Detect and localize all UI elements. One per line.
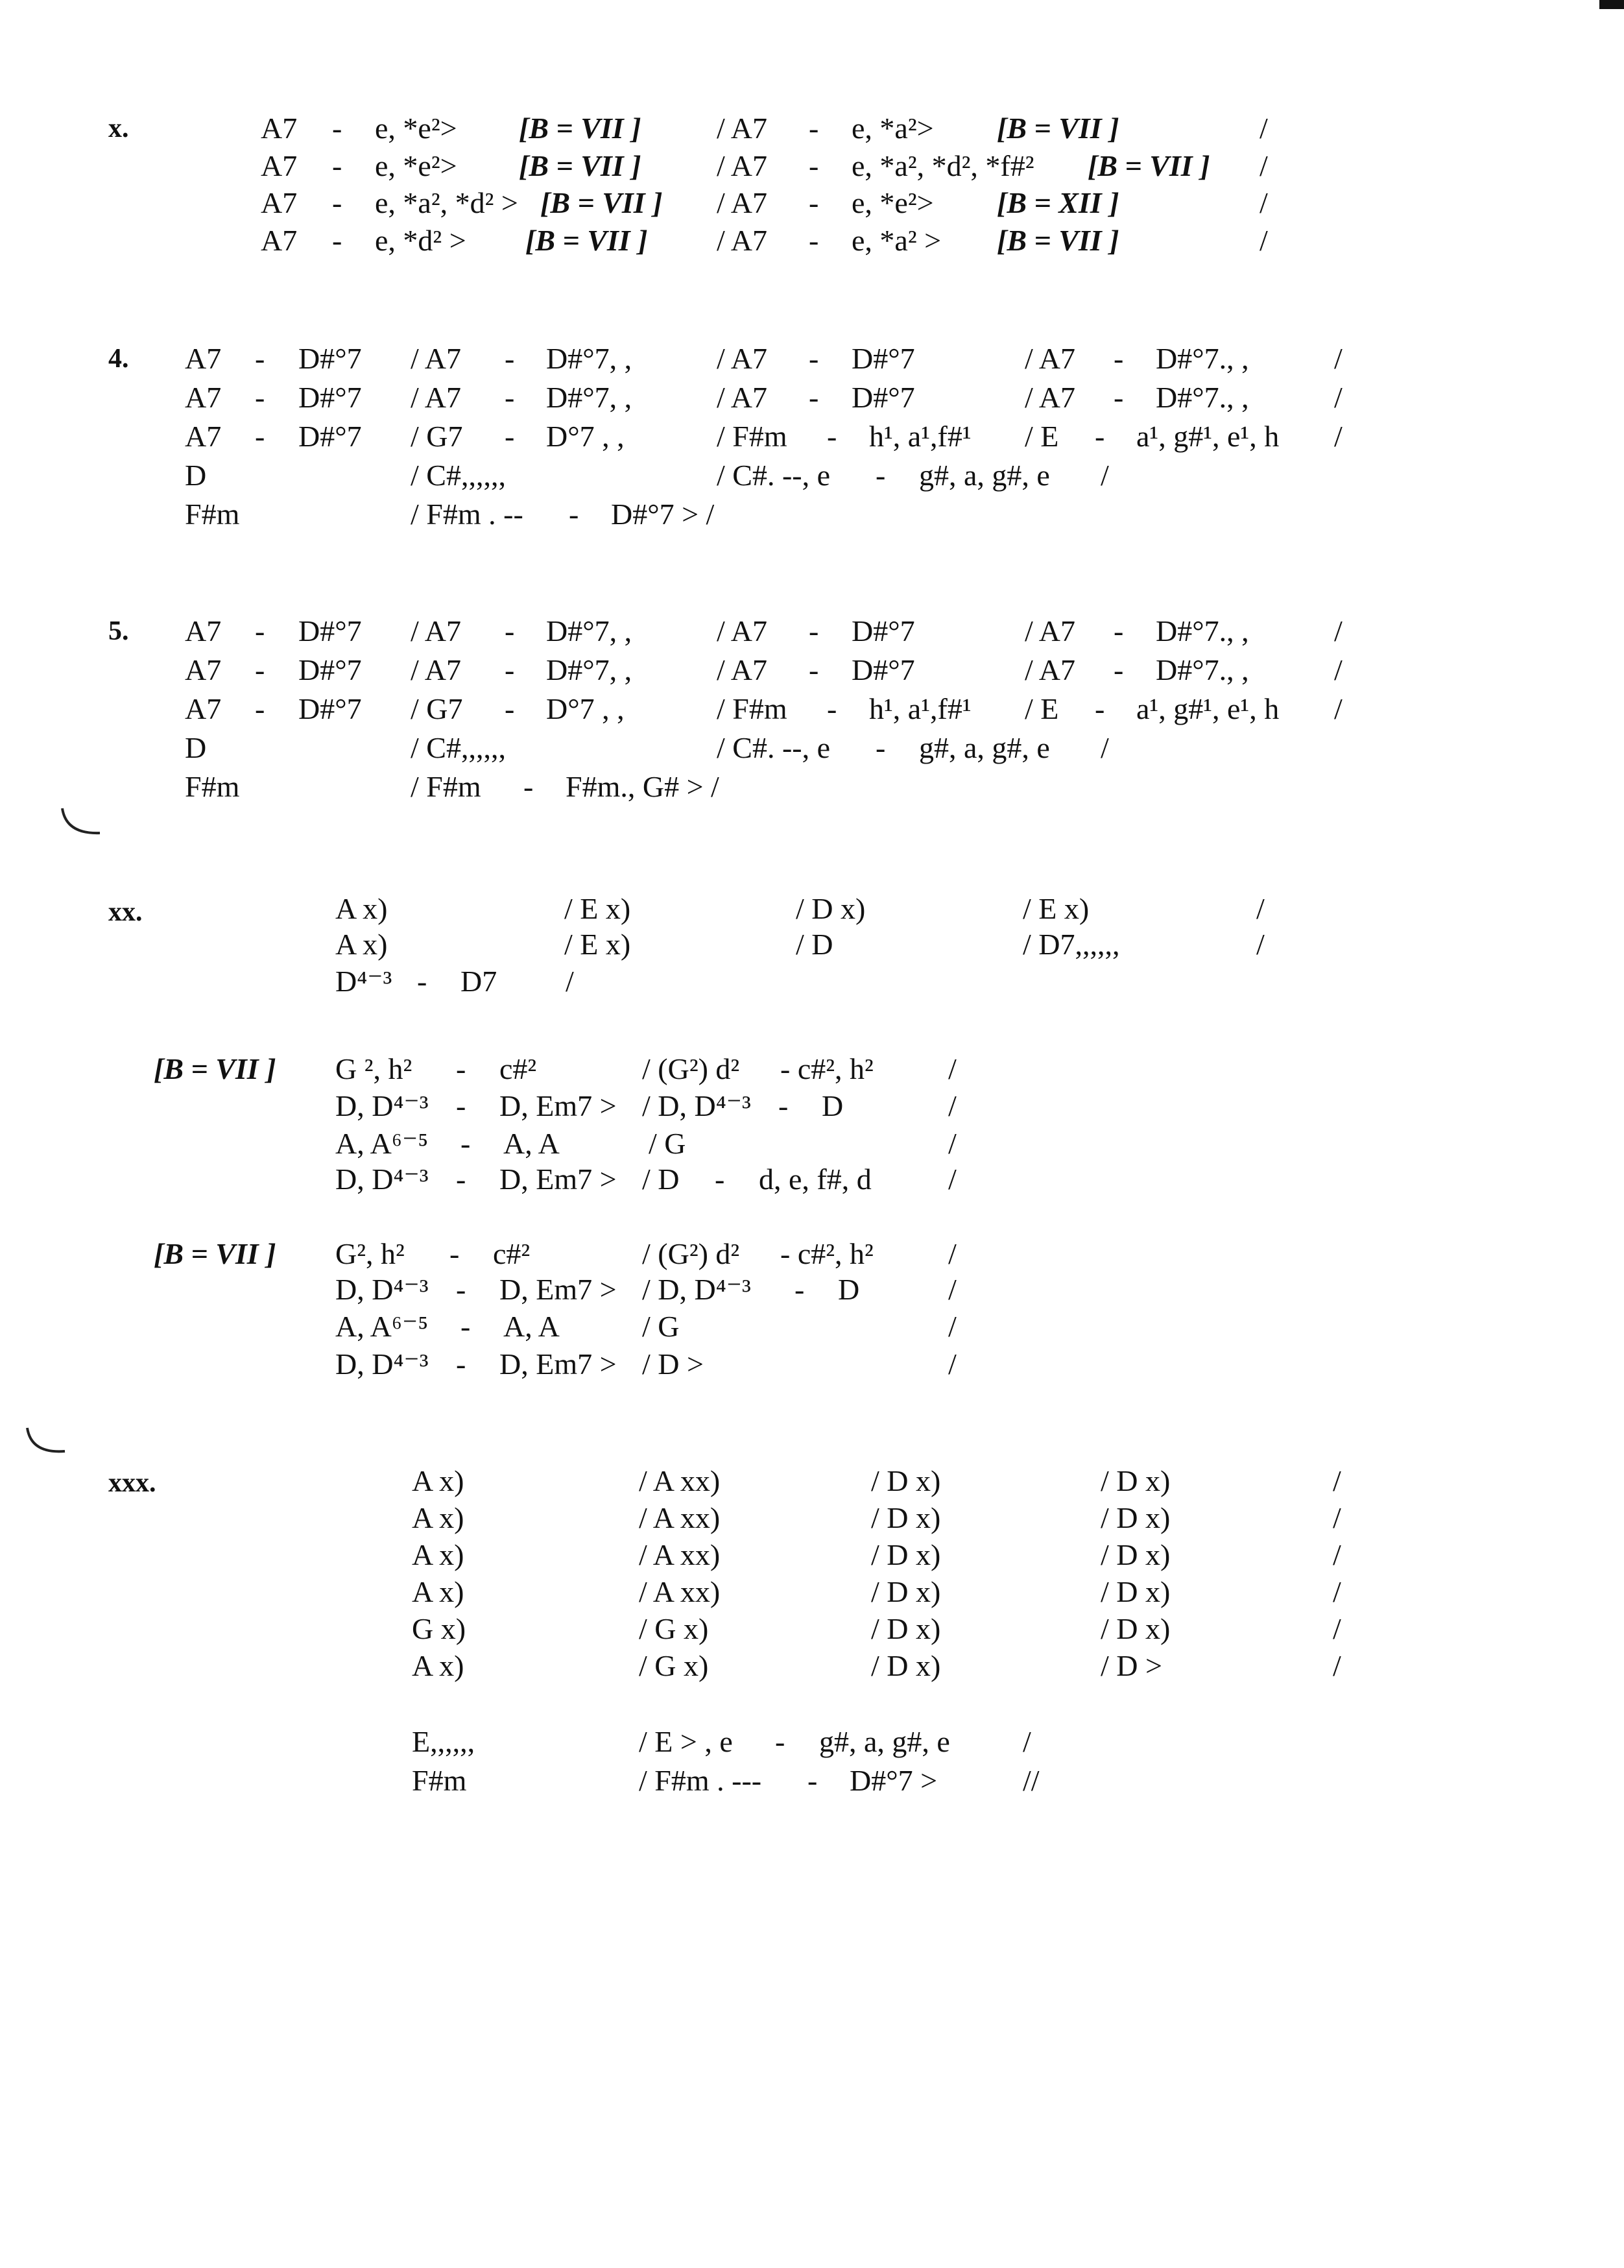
chord: D#°7 (298, 420, 362, 453)
chord: / D x) (1101, 1501, 1171, 1534)
dash: - (460, 1127, 471, 1160)
section-label: xxx. (108, 1468, 156, 1498)
chord: A x) (412, 1464, 464, 1497)
chord: / A7 (1025, 381, 1075, 414)
chord: A x) (335, 928, 388, 961)
barline: / (948, 1089, 957, 1122)
chord: / G (649, 1127, 686, 1160)
notes: e, *a² > (852, 224, 942, 257)
barline: / (1333, 1649, 1341, 1682)
dash: - (809, 224, 819, 257)
chord: A x) (412, 1501, 464, 1534)
notes: g#, a, g#, e (819, 1725, 950, 1758)
barline: / (566, 965, 574, 998)
dash: - (417, 965, 427, 998)
chord: D#°7., , (1156, 381, 1249, 414)
dash: - (332, 112, 342, 145)
dash: - (809, 614, 819, 647)
dash: - (255, 381, 265, 414)
chord: A7 (261, 112, 298, 145)
chord: D7 (460, 965, 497, 998)
notes: d, e, f#, d (759, 1163, 872, 1196)
dash: - (775, 1725, 785, 1758)
notes: e, *e²> (375, 112, 457, 145)
dash: - (523, 770, 534, 803)
barline: / (1256, 928, 1265, 961)
dash: - (456, 1089, 466, 1122)
dash: - (569, 498, 579, 531)
chord: / D (642, 1163, 680, 1196)
notes: - c#², h² (780, 1237, 874, 1270)
chord: / A7 (1025, 653, 1075, 686)
notes: a¹, g#¹, e¹, h (1136, 420, 1280, 453)
notes: e, *a², *d² > (375, 186, 518, 219)
barline: / (1334, 692, 1343, 725)
chord: D (185, 731, 207, 764)
chord: D°7 , , (546, 420, 625, 453)
chord: G ², h² (335, 1052, 412, 1085)
chord: D, D⁴⁻³ (335, 1273, 429, 1306)
chord: / D > (642, 1347, 704, 1381)
dash: - (876, 731, 886, 764)
chord: / D x) (871, 1501, 941, 1534)
dash: - (255, 342, 265, 375)
chord: D#°7 (298, 653, 362, 686)
chord: / A7 (411, 653, 461, 686)
chord: D#°7 (852, 614, 915, 647)
dash: - (1114, 614, 1124, 647)
chord: D#°7 (298, 381, 362, 414)
chord: A7 (185, 381, 222, 414)
chord: A7 (185, 614, 222, 647)
chord: D#°7, , (546, 653, 632, 686)
chord: D (185, 459, 207, 492)
chord: D#°7 > / (611, 498, 715, 531)
dash: - (332, 224, 342, 257)
barline: / (948, 1237, 957, 1270)
chord: / G7 (411, 692, 463, 725)
barline: / (948, 1163, 957, 1196)
page-corner-mark (1599, 0, 1624, 9)
dash: - (505, 692, 515, 725)
dash: - (809, 342, 819, 375)
chord: / D, D⁴⁻³ (642, 1273, 751, 1306)
chord: / D (796, 928, 833, 961)
dash: - (1095, 420, 1105, 453)
chord: A7 (185, 653, 222, 686)
dash: - (460, 1310, 471, 1343)
chord: A x) (412, 1649, 464, 1682)
notes: e, *d² > (375, 224, 466, 257)
chord: A, A⁶⁻⁵ (335, 1310, 429, 1343)
chord: D, D⁴⁻³ (335, 1089, 429, 1122)
chord: / F#m (717, 692, 787, 725)
notes: e, *e²> (852, 186, 934, 219)
chord: / E > , e (639, 1725, 733, 1758)
bass-indicator: [B = XII ] (997, 186, 1119, 219)
chord: A x) (412, 1538, 464, 1571)
chord: / C#,,,,,, (411, 459, 506, 492)
barline: / (1333, 1575, 1341, 1608)
margin-arc-mark (23, 1424, 75, 1463)
barline: / (1101, 459, 1109, 492)
bass-indicator: [B = VII ] (525, 224, 648, 257)
chord: D#°7 (852, 381, 915, 414)
chord: A, A (503, 1310, 560, 1343)
dash: - (794, 1273, 805, 1306)
dash: - (505, 653, 515, 686)
chord: D, D⁴⁻³ (335, 1163, 429, 1196)
chord: / F#m (717, 420, 787, 453)
dash: - (809, 186, 819, 219)
dash: - (255, 420, 265, 453)
chord: / A7 (717, 224, 767, 257)
bass-indicator: [B = VII ] (1088, 149, 1210, 182)
dash: - (1114, 342, 1124, 375)
chord: E,,,,,, (412, 1725, 475, 1758)
dash: - (1095, 692, 1105, 725)
chord: / (G²) d² (642, 1052, 740, 1085)
barline: / (948, 1310, 957, 1343)
chord: / A7 (717, 186, 767, 219)
chord: / A7 (717, 112, 767, 145)
barline: / (948, 1273, 957, 1306)
barline: / (1101, 731, 1109, 764)
chord: / D x) (1101, 1464, 1171, 1497)
barline: / (1333, 1538, 1341, 1571)
chord: F#m (185, 498, 240, 531)
dash: - (1114, 381, 1124, 414)
chord: D#°7 (298, 692, 362, 725)
chord: D#°7, , (546, 381, 632, 414)
chord: / F#m . --- (639, 1764, 762, 1797)
chord: / C#. --, e (717, 731, 831, 764)
bass-indicator: [B = VII ] (540, 186, 663, 219)
barline: / (1334, 342, 1343, 375)
chord: / C#,,,,,, (411, 731, 506, 764)
dash: - (1114, 653, 1124, 686)
barline: / (948, 1347, 957, 1381)
chord: F#m., G# > / (566, 770, 719, 803)
chord: / E (1025, 692, 1059, 725)
margin-arc-mark (58, 804, 110, 843)
notes: h¹, a¹,f#¹ (869, 692, 972, 725)
dash: - (456, 1273, 466, 1306)
chord: / E x) (564, 892, 631, 925)
barline: / (948, 1052, 957, 1085)
dash: - (807, 1764, 818, 1797)
chord: D#°7 > (850, 1764, 938, 1797)
chord: A7 (185, 342, 222, 375)
chord: / E x) (1023, 892, 1090, 925)
chord: D, Em7 > (499, 1163, 617, 1196)
notes: h¹, a¹,f#¹ (869, 420, 972, 453)
chord: D#°7 (852, 653, 915, 686)
barline: / (1260, 224, 1268, 257)
barline: / (1334, 614, 1343, 647)
barline: / (1256, 892, 1265, 925)
section-label: 5. (108, 616, 129, 646)
dash: - (449, 1237, 460, 1270)
dash: - (827, 692, 837, 725)
bass-indicator: [B = VII ] (997, 112, 1119, 145)
chord: D (838, 1273, 860, 1306)
dash: - (456, 1052, 466, 1085)
chord: / D x) (871, 1575, 941, 1608)
chord: / D x) (1101, 1612, 1171, 1645)
chord: / E x) (564, 928, 631, 961)
chord: D°7 , , (546, 692, 625, 725)
chord: A7 (185, 692, 222, 725)
chord: / A7 (1025, 342, 1075, 375)
notes: a¹, g#¹, e¹, h (1136, 692, 1280, 725)
notes: - c#², h² (780, 1052, 874, 1085)
barline: / (1333, 1501, 1341, 1534)
chord: / A xx) (639, 1464, 721, 1497)
dash: - (876, 459, 886, 492)
chord: A, A⁶⁻⁵ (335, 1127, 429, 1160)
chord: / G x) (639, 1649, 709, 1682)
section-label: x. (108, 114, 129, 143)
dash: - (809, 653, 819, 686)
chord: D#°7., , (1156, 342, 1249, 375)
dash: - (456, 1163, 466, 1196)
chord: / D x) (871, 1464, 941, 1497)
chord: D#°7, , (546, 342, 632, 375)
chord: / G (642, 1310, 680, 1343)
notes: e, *e²> (375, 149, 457, 182)
chord: / D7,,,,,, (1023, 928, 1120, 961)
chord: A7 (261, 224, 298, 257)
notes: c#² (493, 1237, 531, 1270)
chord: / A xx) (639, 1501, 721, 1534)
bass-indicator: [B = VII ] (519, 112, 641, 145)
chord: / D x) (1101, 1575, 1171, 1608)
chord: / A7 (717, 381, 767, 414)
chord: A7 (185, 420, 222, 453)
notes: c#² (499, 1052, 537, 1085)
barline: / (1333, 1612, 1341, 1645)
chord: / A xx) (639, 1538, 721, 1571)
chord: D#°7 (298, 342, 362, 375)
chord: A x) (412, 1575, 464, 1608)
chord: / G x) (639, 1612, 709, 1645)
chord: / C#. --, e (717, 459, 831, 492)
notes: e, *a², *d², *f#² (852, 149, 1034, 182)
chord: / A7 (411, 614, 461, 647)
chord: / A7 (411, 342, 461, 375)
chord: / F#m . -- (411, 498, 523, 531)
chord: / G7 (411, 420, 463, 453)
dash: - (809, 149, 819, 182)
chord: G², h² (335, 1237, 405, 1270)
dash: - (332, 149, 342, 182)
chord: D#°7., , (1156, 614, 1249, 647)
dash: - (255, 653, 265, 686)
chord: D, Em7 > (499, 1089, 617, 1122)
chord: D#°7 (852, 342, 915, 375)
dash: - (809, 112, 819, 145)
chord: / D, D⁴⁻³ (642, 1089, 751, 1122)
chord: A7 (261, 186, 298, 219)
dash: - (505, 420, 515, 453)
dash: - (456, 1347, 466, 1381)
chord: / E (1025, 420, 1059, 453)
dash: - (827, 420, 837, 453)
dash: - (505, 342, 515, 375)
chord: / D x) (1101, 1538, 1171, 1571)
chord: A7 (261, 149, 298, 182)
barline: / (1333, 1464, 1341, 1497)
dash: - (332, 186, 342, 219)
barline: // (1023, 1764, 1040, 1797)
section-label: xx. (108, 897, 143, 927)
chord: / A7 (717, 653, 767, 686)
chord: / D x) (871, 1538, 941, 1571)
chord: G x) (412, 1612, 466, 1645)
dash: - (255, 692, 265, 725)
chord: / A7 (411, 381, 461, 414)
chord: F#m (185, 770, 240, 803)
chord: F#m (412, 1764, 467, 1797)
barline: / (1334, 653, 1343, 686)
barline: / (1023, 1725, 1031, 1758)
chord: / (G²) d² (642, 1237, 740, 1270)
chord: D, Em7 > (499, 1347, 617, 1381)
chord: D#°7, , (546, 614, 632, 647)
chord: A x) (335, 892, 388, 925)
bass-block-label: [B = VII ] (154, 1052, 276, 1085)
chord: / D x) (871, 1649, 941, 1682)
chord: D, D⁴⁻³ (335, 1347, 429, 1381)
barline: / (948, 1127, 957, 1160)
chord: / A7 (717, 342, 767, 375)
barline: / (1260, 149, 1268, 182)
chord: / D x) (871, 1612, 941, 1645)
chord: A, A (503, 1127, 560, 1160)
barline: / (1334, 420, 1343, 453)
barline: / (1334, 381, 1343, 414)
dash: - (505, 381, 515, 414)
barline: / (1260, 186, 1268, 219)
bass-block-label: [B = VII ] (154, 1237, 276, 1270)
barline: / (1260, 112, 1268, 145)
chord: / D > (1101, 1649, 1162, 1682)
dash: - (255, 614, 265, 647)
chord: D#°7., , (1156, 653, 1249, 686)
chord: / A7 (1025, 614, 1075, 647)
section-label: 4. (108, 344, 129, 374)
chord: / A7 (717, 149, 767, 182)
chord: / F#m (411, 770, 481, 803)
dash: - (809, 381, 819, 414)
chord: / A xx) (639, 1575, 721, 1608)
bass-indicator: [B = VII ] (519, 149, 641, 182)
notes: g#, a, g#, e (919, 459, 1050, 492)
dash: - (778, 1089, 789, 1122)
notes: g#, a, g#, e (919, 731, 1050, 764)
chord: / D x) (796, 892, 866, 925)
chord: / A7 (717, 614, 767, 647)
chord: D#°7 (298, 614, 362, 647)
dash: - (715, 1163, 725, 1196)
chord: D (822, 1089, 844, 1122)
chord: D, Em7 > (499, 1273, 617, 1306)
chord: D⁴⁻³ (335, 965, 392, 998)
notes: e, *a²> (852, 112, 934, 145)
bass-indicator: [B = VII ] (997, 224, 1119, 257)
dash: - (505, 614, 515, 647)
